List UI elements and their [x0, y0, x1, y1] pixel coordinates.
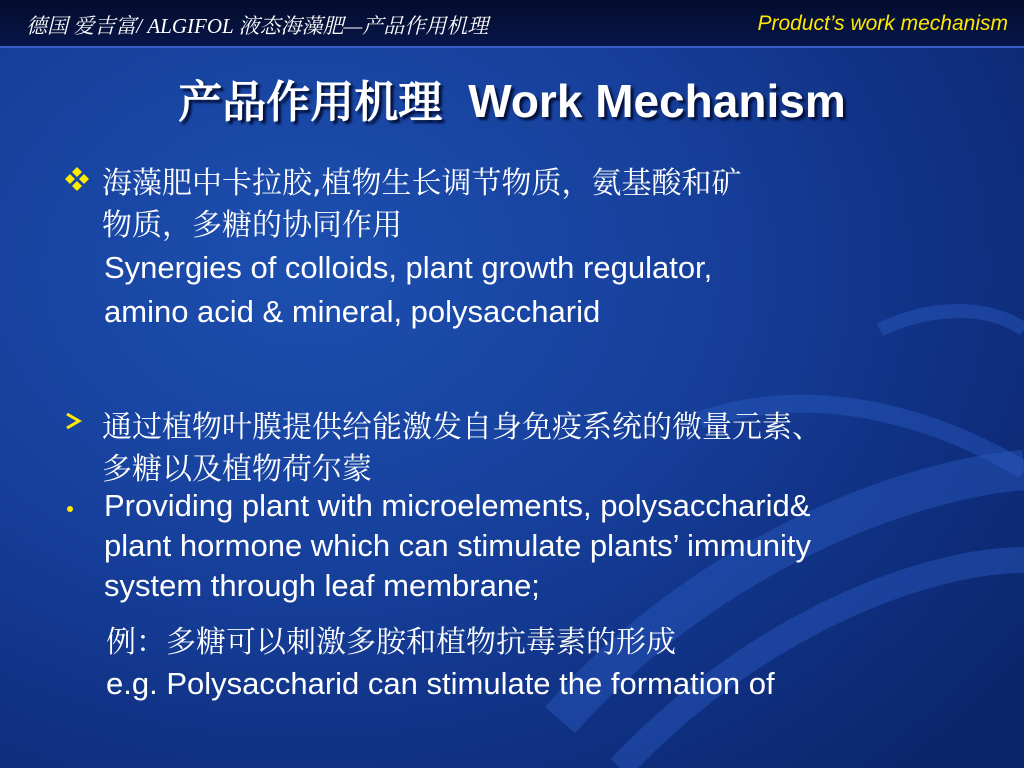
header-left-text: 德国 爱吉富/ ALGIFOL 液态海藻肥—产品作用机理: [26, 14, 489, 38]
bullet2-zh-line1: 通过植物叶膜提供给能激发自身免疫系统的微量元素、: [102, 410, 822, 445]
header-right-text: Product’s work mechanism: [757, 12, 1008, 35]
bullet3-en-line3: system through leaf membrane;: [104, 568, 540, 603]
bullet3-example-en: e.g. Polysaccharid can stimulate the formation of: [106, 666, 775, 701]
title-zh: 产品作用机理: [178, 77, 443, 128]
slide-title: [0, 66, 1024, 130]
title-en: Work Mechanism: [468, 75, 846, 127]
bullet2-zh-line2: 多糖以及植物荷尔蒙: [102, 452, 372, 487]
bullet3-example-zh: 例：多糖可以刺激多胺和植物抗毒素的形成: [106, 625, 676, 660]
bullet3-en-line1: Providing plant with microelements, polysaccharid&: [104, 488, 811, 523]
arrowhead-bullet-icon: [64, 412, 82, 430]
bullet3-en-line2: plant hormone which can stimulate plants’ immunity: [104, 528, 812, 563]
bullet1-zh-line2: 物质，多糖的协同作用: [102, 208, 402, 243]
bullet1-en-line2: amino acid & mineral, polysaccharid: [104, 294, 601, 329]
diamond-four-bullet-icon: [64, 166, 90, 192]
bullet1-en-line1: Synergies of colloids, plant growth regulator,: [104, 250, 713, 285]
dot-bullet-icon: [66, 505, 74, 513]
header-bar: [0, 0, 1024, 48]
bullet1-zh-line1: 海藻肥中卡拉胶,植物生长调节物质，氨基酸和矿: [102, 166, 742, 201]
